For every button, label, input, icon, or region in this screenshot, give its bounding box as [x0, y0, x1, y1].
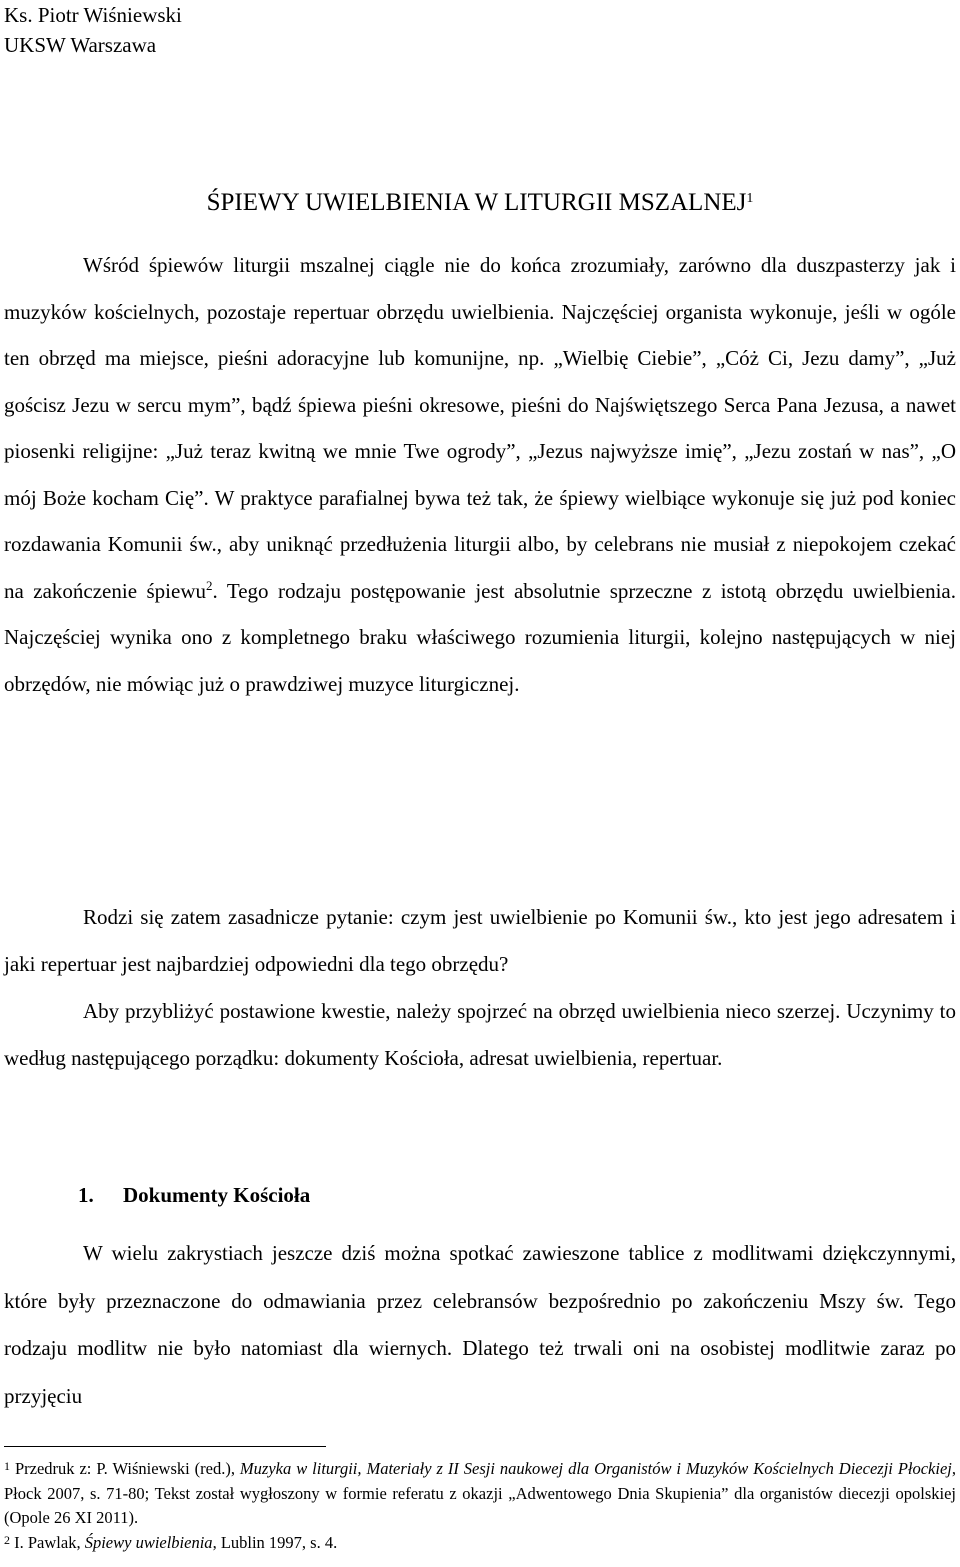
footnote-1-post: , Płock 2007, s. 71-80; Tekst został wygłoszony w formie referatu z okazji „Adwentowego Dnia Skupienia” dla organistów diecezji opolskiej (Opole 26 XI 2011).	[4, 1459, 956, 1527]
title-text: ŚPIEWY UWIELBIENIA W LITURGII MSZALNEJ	[206, 189, 747, 216]
author-name: Ks. Piotr Wiśniewski	[4, 3, 182, 27]
paragraph-question: Rodzi się zatem zasadnicze pytanie: czym jest uwielbienie po Komunii św., kto jest jego adresatem i jaki repertuar jest najbardziej odpowiedni dla tego obrzędu?	[4, 905, 956, 976]
paragraph-intro-part2: . Tego rodzaju postępowanie jest absolutnie sprzeczne z istotą obrzędu uwielbienia. Najczęściej wynika ono z kompletnego braku właściwego rozumienia liturgii, kolejno następujących w niej obrzędów, nie mówiąc już o prawdziwej muzyce liturgicznej.	[4, 578, 956, 696]
footnote-ref-2[interactable]: 2	[206, 577, 213, 593]
paragraph-intro	[4, 242, 956, 707]
footnote-2-title: Śpiewy uwielbienia	[84, 1532, 213, 1552]
paragraph-intro-part1: Wśród śpiewów liturgii mszalnej ciągle nie do końca zrozumiały, zarówno dla duszpasterzy jak i muzyków kościelnych, pozostaje repertuar obrzędu uwielbienia. Najczęściej organista wykonuje, jeśli w ogóle ten obrzęd ma miejsce, pieśni adoracyjne lub komunijne, np. „Wielbię Ciebie”, „Cóż Ci, Jezu damy”, „Już gościsz Jezu w sercu mym”, bądź śpiewa pieśni okresowe, pieśni do Najświętszego Serca Pana Jezusa, a nawet piosenki religijne: „Już teraz kwitną we mnie Twe ogrody”, „Jezus najwyższe imię”, „Jezu zostań w nas”, „O mój Boże kocham Cię”. W praktyce parafialnej bywa też tak, że śpiewy wielbiące wykonuje się już pod koniec rozdawania Komunii św., aby uniknąć przedłużenia liturgii albo, by celebrans nie musiał z niepokojem czekać na zakończenie śpiewu	[4, 253, 956, 603]
section-number: 1.	[78, 1183, 94, 1207]
footnotes	[4, 1457, 956, 1555]
section-heading	[78, 1172, 310, 1218]
footnote-1	[4, 1457, 956, 1531]
section-title: Dokumenty Kościoła	[123, 1183, 311, 1207]
title-footnote-ref[interactable]: 1	[746, 191, 754, 206]
document-title	[0, 186, 960, 220]
author-affiliation: UKSW Warszawa	[4, 33, 157, 57]
footnote-2-number: 2	[4, 1532, 10, 1547]
footnote-separator	[4, 1446, 326, 1447]
footnote-1-pre: Przedruk z: P. Wiśniewski (red.),	[10, 1459, 240, 1478]
section-paragraph: W wielu zakrystiach jeszcze dziś można spotkać zawieszone tablice z modlitwami dziękczynnymi, które były przeznaczone do odmawiania przez celebransów bezpośrednio po zakończeniu Mszy św. Tego rodzaju modlitw nie było natomiast dla wiernych. Dlatego też trwali oni na osobistej modlitwie zaraz po przyjęciu	[4, 1241, 956, 1408]
footnote-1-number: 1	[4, 1459, 10, 1473]
footnote-2-pre: I. Pawlak,	[10, 1532, 85, 1552]
paragraph-outline: Aby przybliżyć postawione kwestie, należy spojrzeć na obrzęd uwielbienia nieco szerzej. Uczynimy to według następującego porządku: dokumenty Kościoła, adresat uwielbienia, repertuar.	[4, 999, 956, 1070]
footnote-1-title: Muzyka w liturgii, Materiały z II Sesji naukowej dla Organistów i Muzyków Kościelnych Diecezji Płockiej	[239, 1459, 952, 1478]
author-block	[4, 0, 182, 60]
footnote-2-post: , Lublin 1997, s. 4.	[212, 1532, 338, 1552]
footnote-2	[4, 1531, 956, 1556]
